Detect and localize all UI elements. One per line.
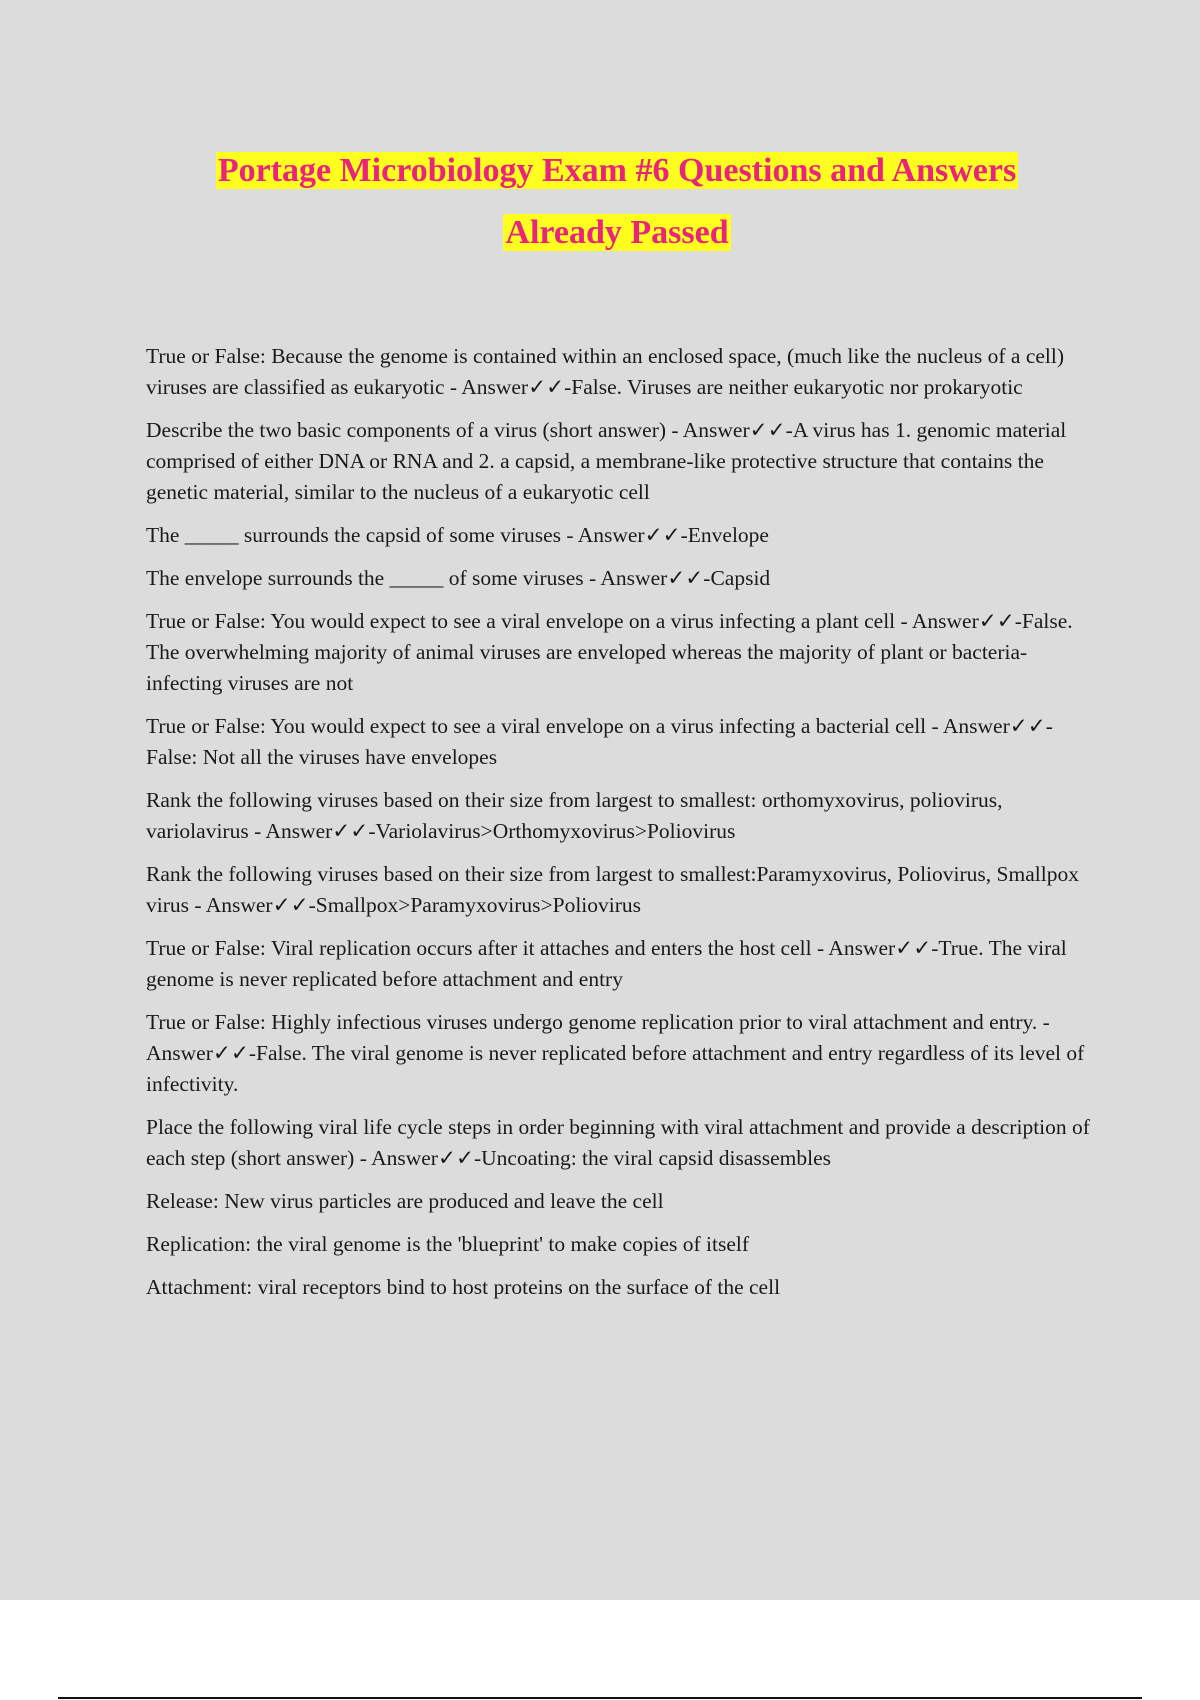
title-line-2: Already Passed xyxy=(505,214,729,251)
title-line-1: Portage Microbiology Exam #6 Questions and Answers xyxy=(217,152,1017,189)
qa-item: The _____ surrounds the capsid of some viruses - Answer✓✓-Envelope xyxy=(146,523,769,547)
qa-item: Rank the following viruses based on their size from largest to smallest:Paramyxovirus, Poliovirus, Smallpox virus - Answer✓✓-Smallpox>Paramyxovirus>Poliovirus xyxy=(146,862,1079,917)
qa-item: True or False: You would expect to see a viral envelope on a virus infecting a bacterial cell - Answer✓✓-False: Not all the viruses have envelopes xyxy=(146,714,1053,769)
footer-divider xyxy=(58,1697,1142,1699)
qa-item: Replication: the viral genome is the 'blueprint' to make copies of itself xyxy=(146,1232,750,1256)
qa-item: Release: New virus particles are produced and leave the cell xyxy=(146,1189,664,1213)
qa-item: True or False: You would expect to see a viral envelope on a virus infecting a plant cell - Answer✓✓-False. The overwhelming majority of animal viruses are enveloped whereas the majority of plant or bacteria-infecting viruses are not xyxy=(146,609,1073,695)
qa-item: Place the following viral life cycle steps in order beginning with viral attachment and provide a description of each step (short answer) - Answer✓✓-Uncoating: the viral capsid disassembles xyxy=(146,1115,1090,1170)
qa-item: Describe the two basic components of a virus (short answer) - Answer✓✓-A virus has 1. genomic material comprised of either DNA or RNA and 2. a capsid, a membrane-like protective structure that contains the genetic material, similar to the nucleus of a eukaryotic cell xyxy=(146,418,1067,504)
qa-item: Attachment: viral receptors bind to host proteins on the surface of the cell xyxy=(146,1275,781,1299)
qa-item: True or False: Highly infectious viruses undergo genome replication prior to viral attachment and entry. - Answer✓✓-False. The viral genome is never replicated before attachment and entry regardless of its level of infectivity. xyxy=(146,1010,1085,1096)
qa-item: The envelope surrounds the _____ of some viruses - Answer✓✓-Capsid xyxy=(146,566,771,590)
qa-item: Rank the following viruses based on their size from largest to smallest: orthomyxovirus, poliovirus, variolavirus - Answer✓✓-Variolavirus>Orthomyxovirus>Poliovirus xyxy=(146,788,1003,843)
qa-list xyxy=(146,341,1096,1315)
document-title xyxy=(0,140,1200,264)
qa-item: True or False: Because the genome is contained within an enclosed space, (much like the nucleus of a cell) viruses are classified as eukaryotic - Answer✓✓-False. Viruses are neither eukaryotic nor prokaryotic xyxy=(146,344,1065,399)
qa-item: True or False: Viral replication occurs after it attaches and enters the host cell - Answer✓✓-True. The viral genome is never replicated before attachment and entry xyxy=(146,936,1067,991)
